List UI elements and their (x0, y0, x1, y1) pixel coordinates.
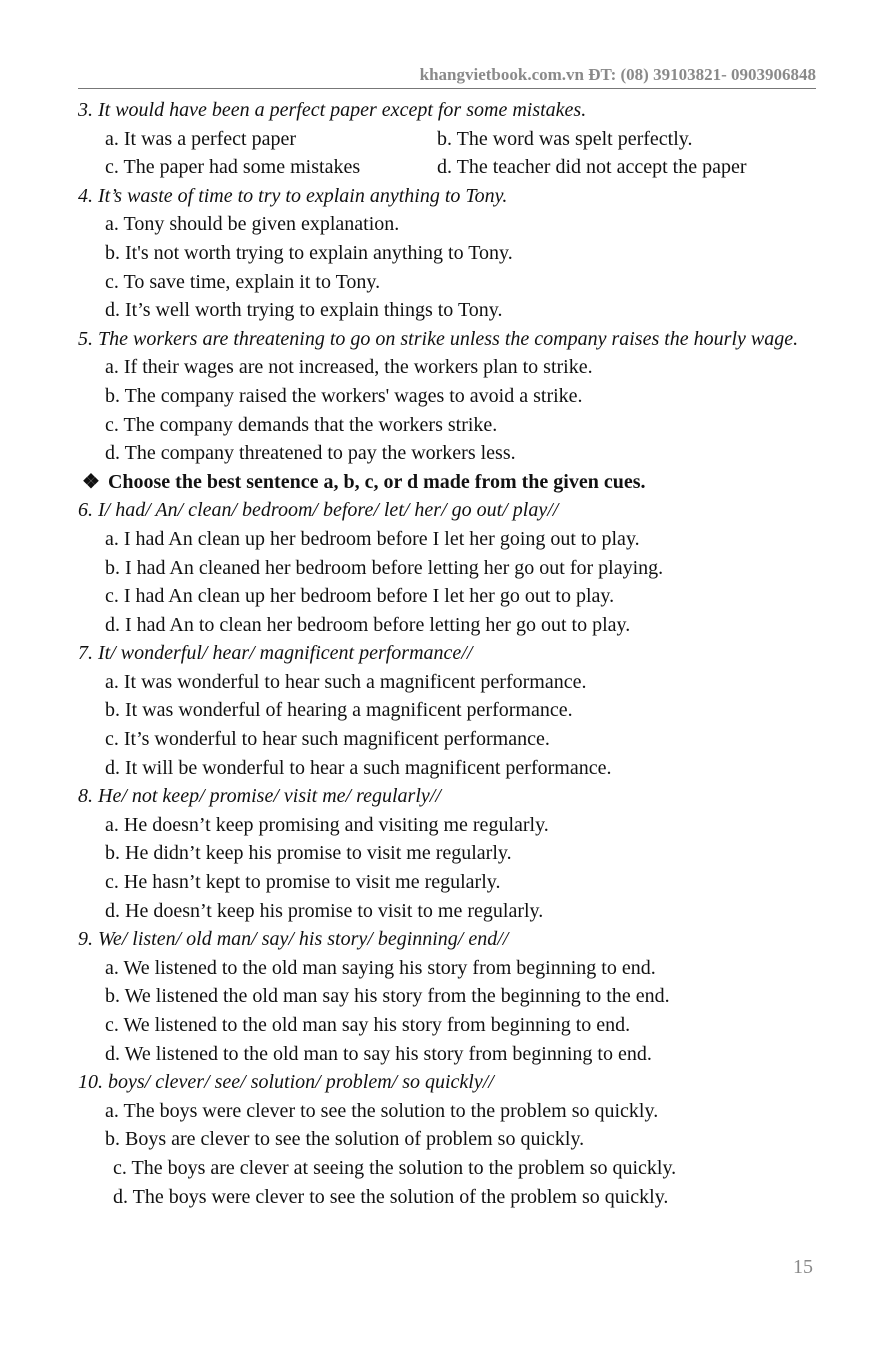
section-heading (78, 468, 815, 497)
option-c: c. I had An clean up her bedroom before I let her go out to play. (105, 585, 615, 608)
option-a: a. It was a perfect paper (105, 127, 296, 150)
page-number: 15 (793, 1256, 813, 1278)
option-b: b. It's not worth trying to explain anything to Tony. (105, 241, 513, 264)
option-d: d. It will be wonderful to hear a such magnificent performance. (105, 756, 612, 779)
page-content (78, 96, 815, 1211)
option-a: a. We listened to the old man saying his story from beginning to end. (105, 956, 656, 979)
option-b: b. The word was spelt perfectly. (437, 127, 693, 150)
question-prompt: 3. It would have been a perfect paper except for some mistakes. (78, 99, 587, 121)
question-5 (78, 325, 815, 468)
question-10 (78, 1068, 815, 1211)
option-c: c. It’s wonderful to hear such magnificent performance. (105, 728, 550, 751)
question-prompt: 9. We/ listen/ old man/ say/ his story/ beginning/ end// (78, 928, 509, 951)
option-a: a. I had An clean up her bedroom before I let her going out to play. (105, 527, 640, 550)
question-9 (78, 925, 815, 1068)
question-prompt: 7. It/ wonderful/ hear/ magnificent performance// (78, 642, 473, 665)
question-prompt: 4. It’s waste of time to try to explain anything to Tony. (78, 184, 508, 207)
question-3 (78, 96, 815, 182)
option-c: c. To save time, explain it to Tony. (105, 270, 381, 293)
option-d: d. The company threatened to pay the workers less. (105, 442, 516, 465)
option-c: c. He hasn’t kept to promise to visit me regularly. (105, 871, 501, 894)
section-text: Choose the best sentence a, b, c, or d made from the given cues. (107, 470, 646, 493)
option-d: d. I had An to clean her bedroom before letting her go out to play. (105, 613, 631, 636)
question-6 (78, 496, 815, 639)
diamond-bullet-icon: ❖ (82, 470, 100, 493)
option-a: a. It was wonderful to hear such a magnificent performance. (105, 670, 587, 693)
question-7 (78, 639, 815, 782)
option-c: c. The boys are clever at seeing the solution to the problem so quickly. (113, 1156, 677, 1179)
option-c: c. We listened to the old man say his story from beginning to end. (105, 1014, 631, 1036)
option-c: c. The company demands that the workers strike. (105, 413, 498, 436)
question-prompt: 10. boys/ clever/ see/ solution/ problem/ so quickly// (78, 1071, 494, 1094)
option-b: b. The company raised the workers' wages to avoid a strike. (105, 384, 583, 407)
question-prompt: 6. I/ had/ An/ clean/ bedroom/ before/ let/ her/ go out/ play// (78, 499, 559, 522)
option-b: b. We listened the old man say his story from the beginning to the end. (105, 985, 670, 1008)
question-prompt: 8. He/ not keep/ promise/ visit me/ regularly// (78, 785, 441, 808)
option-a: a. Tony should be given explanation. (105, 213, 400, 236)
option-b: b. He didn’t keep his promise to visit me regularly. (105, 842, 512, 865)
option-a: a. If their wages are not increased, the workers plan to strike. (105, 356, 593, 379)
option-d: d. It’s well worth trying to explain things to Tony. (105, 299, 503, 322)
option-d: d. We listened to the old man to say his story from beginning to end. (105, 1042, 652, 1065)
option-b: b. Boys are clever to see the solution of problem so quickly. (105, 1128, 585, 1151)
question-4 (78, 182, 815, 325)
option-a: a. The boys were clever to see the solution to the problem so quickly. (105, 1099, 659, 1122)
option-b: b. It was wonderful of hearing a magnificent performance. (105, 699, 573, 722)
option-d: d. The teacher did not accept the paper (437, 156, 747, 179)
question-8 (78, 782, 815, 925)
option-d: d. He doesn’t keep his promise to visit to me regularly. (105, 899, 544, 922)
option-b: b. I had An cleaned her bedroom before letting her go out for playing. (105, 556, 664, 579)
option-a: a. He doesn’t keep promising and visiting me regularly. (105, 813, 549, 836)
option-c: c. The paper had some mistakes (105, 156, 361, 179)
question-prompt: 5. The workers are threatening to go on strike unless the company raises the hourly wage. (78, 327, 799, 350)
option-d: d. The boys were clever to see the solution of the problem so quickly. (113, 1185, 669, 1208)
page-header: khangvietbook.com.vn ĐT: (08) 39103821- 0903906848 (78, 64, 816, 89)
